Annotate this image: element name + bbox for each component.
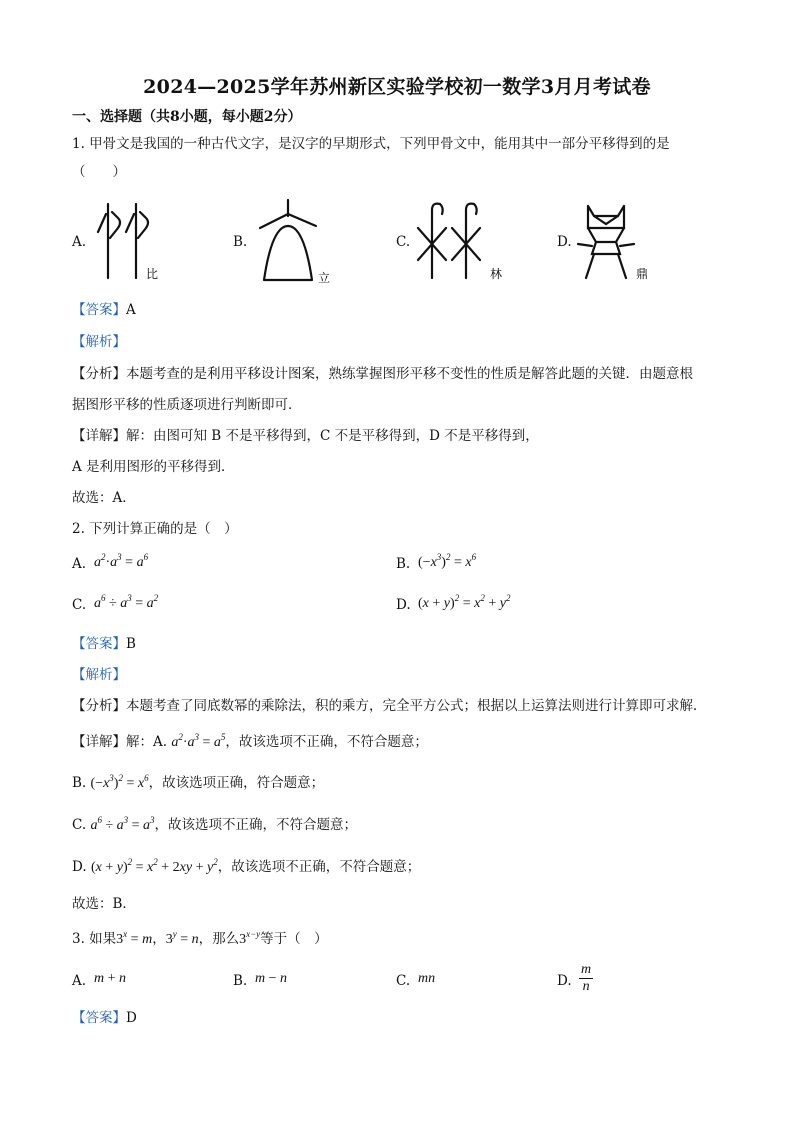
q1-option-d-label: D. bbox=[557, 234, 572, 250]
page-title: 2024—2025学年苏州新区实验学校初一数学3月月考试卷 bbox=[143, 76, 651, 98]
q3-option-a-formula: m + n bbox=[94, 971, 127, 986]
section-heading: 一、选择题（共8小题，每小题2分） bbox=[72, 109, 302, 125]
q2-option-d-formula: $(x + y)^2 = x^2 + y^2$ bbox=[418, 593, 511, 611]
q2-xiangjie-c: C. $a^6 \div a^3 = a^3$，故该选项不正确，不符合题意； bbox=[72, 815, 358, 833]
q1-analysis-tag: 【解析】 bbox=[72, 334, 126, 350]
oracle-ding-glyph bbox=[574, 198, 664, 284]
oracle-li-glyph bbox=[250, 196, 338, 286]
q1-option-c-char: 林 bbox=[490, 267, 503, 281]
q3-option-c-formula: mn bbox=[418, 971, 436, 986]
q1-answer bbox=[72, 300, 136, 320]
q2-option-c-label: C. bbox=[72, 597, 87, 613]
q3-option-a-label: A. bbox=[72, 973, 87, 989]
q1-fenxi-line2: 据图形平移的性质逐项进行判断即可． bbox=[72, 397, 302, 413]
q2-option-a-label: A. bbox=[72, 556, 87, 572]
q1-option-b-label: B. bbox=[233, 234, 248, 250]
q3-answer: 【答案】D bbox=[72, 1010, 137, 1026]
q1-option-a-char: 比 bbox=[146, 267, 159, 281]
q2-answer: 【答案】B bbox=[72, 636, 136, 652]
oracle-bi-glyph bbox=[88, 198, 168, 284]
q3-option-b-formula: m − n bbox=[255, 971, 288, 986]
q3-option-c-label: C. bbox=[396, 973, 411, 989]
q2-stem: 2. 下列计算正确的是（ ） bbox=[72, 521, 238, 537]
q1-stem-line2: （ ） bbox=[72, 164, 126, 180]
oracle-lin-glyph bbox=[412, 198, 512, 284]
q2-option-c-formula: $a^6 \div a^3 = a^2$ bbox=[94, 593, 159, 611]
q1-option-d-char: 鼎 bbox=[636, 267, 649, 281]
q2-option-b-label: B. bbox=[396, 556, 411, 572]
q1-conclusion: 故选：A． bbox=[72, 490, 136, 506]
q2-xiangjie-b: B. $(-x^3)^2 = x^6$，故该选项正确，符合题意； bbox=[72, 773, 325, 791]
q2-xiangjie-d: D. $(x + y)^2 = x^2 + 2xy + y^2$，故该选项不正确，不符合题意； bbox=[72, 857, 421, 875]
q1-stem-line1: 1. 甲骨文是我国的一种古代文字，是汉字的早期形式，下列甲骨文中，能用其中一部分平移得到的是 bbox=[72, 136, 670, 152]
q1-xiangjie-line2: A 是利用图形的平移得到． bbox=[72, 459, 235, 475]
q2-xiangjie-a: 【详解】解：A. $a^2\cdot a^3 = a^5$，故该选项不正确，不符合题意； bbox=[72, 732, 428, 750]
q1-answer-value: A bbox=[126, 302, 136, 318]
answer-tag: 【答案】 bbox=[72, 302, 126, 318]
q2-analysis-tag: 【解析】 bbox=[72, 667, 126, 683]
q2-fenxi: 【分析】本题考查了同底数幂的乘除法，积的乘方，完全平方公式；根据以上运算法则进行计算即可求解． bbox=[72, 698, 707, 714]
q1-option-a-label: A. bbox=[72, 234, 87, 250]
q1-xiangjie-line1: 【详解】解：由图可知 B 不是平移得到，C 不是平移得到，D 不是平移得到， bbox=[72, 428, 539, 444]
q3-option-d-label: D. bbox=[557, 973, 572, 989]
q2-option-b-formula: $(-x^3)^2 = x^6$ bbox=[418, 552, 477, 570]
q1-option-b-char: 立 bbox=[318, 271, 331, 285]
q2-conclusion: 故选：B． bbox=[72, 896, 136, 912]
q3-option-d-formula: $\frac{m}{n}$ bbox=[581, 962, 592, 994]
q1-fenxi-line1: 【分析】本题考查的是利用平移设计图案，熟练掌握图形平移不变性的性质是解答此题的关键．由题意根 bbox=[72, 366, 693, 382]
q3-option-b-label: B. bbox=[233, 973, 248, 989]
q2-option-a-formula: $a^2\cdot a^3 = a^6$ bbox=[94, 552, 149, 570]
q3-stem: 3. 如果3$^x$ = m，3$^y$ = n，那么$3^{x-y}$等于（ ） bbox=[72, 929, 328, 947]
q2-option-d-label: D. bbox=[396, 597, 411, 613]
q1-option-c-label: C. bbox=[396, 234, 411, 250]
